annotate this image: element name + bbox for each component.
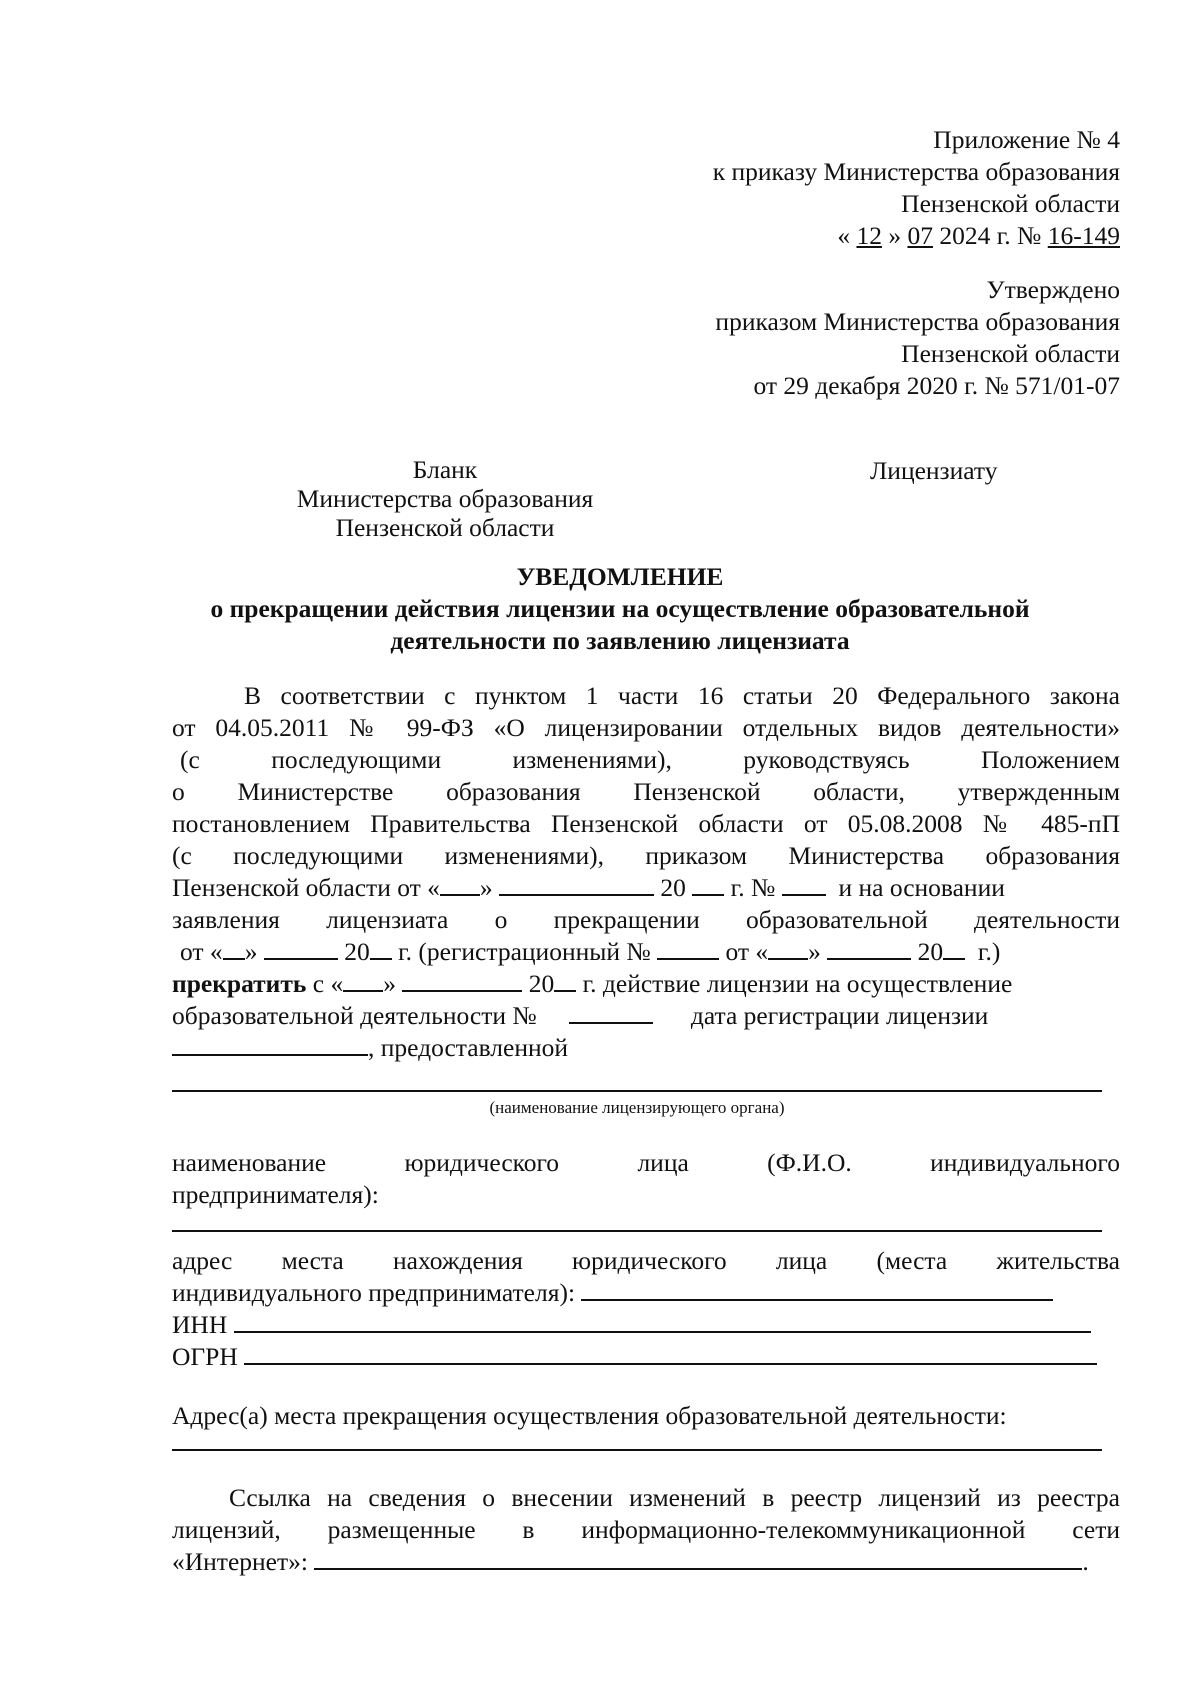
document-title: УВЕДОМЛЕНИЕ	[516, 562, 724, 591]
body-line-1: В соответствии с пунктом 1 части 16 статьи 20 Федерального закона	[244, 681, 1120, 710]
registration-day-blank	[768, 936, 808, 960]
entity-name-field[interactable]	[172, 1230, 1102, 1232]
application-month-blank	[264, 936, 338, 960]
body-line-5: постановлением Правительства Пензенской области от 05.08.2008 № 485-пП	[172, 809, 1120, 838]
registration-date-close: »	[808, 937, 821, 966]
license-number-blank	[569, 1000, 653, 1024]
inn-label: ИНН	[172, 1310, 228, 1339]
address-line-1: адрес места нахождения юридического лица (места жительства	[172, 1246, 1120, 1275]
termination-year-prefix: 20	[528, 969, 555, 998]
blank-line-1: Бланк	[412, 455, 478, 484]
entity-name-line-2: предпринимателя):	[172, 1180, 379, 1209]
body-line-7	[172, 872, 1120, 904]
order-date-prefix: Пензенской области от «	[172, 873, 440, 902]
body-line-9	[180, 936, 1128, 968]
body-line-12	[172, 1032, 1120, 1064]
registration-year-prefix: 20	[917, 937, 944, 966]
licensing-body-caption: (наименование лицензирующего органа)	[489, 1098, 785, 1117]
order-year-prefix: 20	[660, 873, 686, 902]
order-year-blank	[692, 872, 724, 896]
order-date-close: »	[479, 873, 493, 902]
appendix-header	[520, 124, 1120, 252]
body-line-3: (с последующими изменениями), руководствуясь Положением	[180, 745, 1120, 774]
appendix-date-year: 2024 г. №	[932, 221, 1048, 250]
link-line-1: Ссылка на сведения о внесении изменений в реестр лицензий из реестра	[229, 1483, 1120, 1512]
terminate-keyword: прекратить	[172, 969, 307, 998]
licensing-body-field[interactable]	[172, 1090, 1102, 1092]
approved-line-2: приказом Министерства образования	[715, 307, 1120, 336]
appendix-line-3: Пензенской области	[901, 189, 1120, 218]
order-basis: и на основании	[838, 873, 1005, 902]
body-line-10	[172, 968, 1120, 1000]
address-field[interactable]	[581, 1277, 1053, 1301]
termination-month-blank	[402, 968, 522, 992]
approved-line-4: от 29 декабря 2020 г. № 571/01-07	[753, 371, 1120, 400]
registration-date-prefix: от «	[725, 937, 769, 966]
appendix-date-day: 12	[856, 221, 882, 250]
appendix-order-number: 16-149	[1047, 221, 1120, 250]
order-number-blank	[782, 872, 826, 896]
approved-line-3: Пензенской области	[901, 339, 1120, 368]
link-line-2: лицензий, размещенные в информационно-телекоммуникационной сети	[172, 1515, 1120, 1544]
order-month-blank	[499, 872, 654, 896]
appendix-line-2: к приказу Министерства образования	[712, 157, 1120, 186]
license-registration-date-label: дата регистрации лицензии	[690, 1001, 989, 1030]
termination-text: г. действие лицензии на осуществление	[582, 969, 1013, 998]
registration-year-blank	[943, 936, 965, 960]
inn-field[interactable]	[234, 1309, 1091, 1333]
internet-link-field[interactable]	[314, 1546, 1082, 1570]
address-label: индивидуального предпринимателя):	[172, 1278, 576, 1307]
letterhead-blank	[280, 455, 610, 542]
body-line-4: о Министерстве образования Пензенской области, утвержденным	[172, 777, 1120, 806]
termination-date-prefix: с «	[306, 969, 344, 998]
body-line-2: от 04.05.2011 № 99-ФЗ «О лицензировании отдельных видов деятельности»	[172, 713, 1120, 742]
ogrn-field[interactable]	[244, 1341, 1097, 1365]
blank-line-2: Министерства образования	[296, 484, 594, 513]
order-day-blank	[440, 872, 480, 896]
appendix-line-1: Приложение № 4	[933, 125, 1120, 154]
termination-address-label: Адрес(а) места прекращения осуществления образовательной деятельности:	[172, 1401, 1007, 1430]
termination-address-field[interactable]	[172, 1449, 1102, 1451]
addressee: Лицензиату	[870, 456, 998, 485]
application-date-prefix: от «	[180, 937, 223, 966]
termination-day-blank	[343, 968, 383, 992]
application-year-prefix: 20	[344, 937, 370, 966]
application-day-blank	[223, 936, 245, 960]
license-registration-date-blank	[172, 1032, 368, 1056]
registration-label: г. (регистрационный №	[398, 937, 651, 966]
body-line-8: заявления лицензиата о прекращении образовательной деятельности	[172, 905, 1120, 934]
appendix-date-month: 07	[907, 221, 933, 250]
ogrn-row	[172, 1341, 1120, 1373]
application-year-blank	[370, 936, 392, 960]
termination-date-close: »	[383, 969, 396, 998]
appendix-date-line	[520, 220, 1120, 252]
registration-month-blank	[827, 936, 911, 960]
approved-line-1: Утверждено	[986, 275, 1120, 304]
registration-number-blank	[657, 936, 719, 960]
license-number-label: образовательной деятельности №	[172, 1001, 537, 1030]
appendix-date-open: «	[837, 221, 857, 250]
ogrn-label: ОГРН	[172, 1342, 238, 1371]
inn-row	[172, 1309, 1120, 1341]
order-number-label: г. №	[730, 873, 776, 902]
blank-line-3: Пензенской области	[335, 513, 555, 542]
registration-year-suffix: г.)	[977, 937, 1001, 966]
body-line-6: (с последующими изменениями), приказом Министерства образования	[172, 841, 1120, 870]
entity-name-line-1: наименование юридического лица (Ф.И.О. индивидуального	[172, 1148, 1120, 1177]
application-date-close: »	[244, 937, 258, 966]
document-subtitle-2: деятельности по заявлению лицензиата	[390, 626, 850, 655]
address-line-2	[172, 1277, 1120, 1309]
appendix-date-mid: »	[881, 221, 908, 250]
document-subtitle-1: о прекращении действия лицензии на осуществление образовательной	[210, 594, 1030, 623]
link-line-3	[172, 1546, 1120, 1578]
link-end-period: .	[1082, 1547, 1089, 1576]
granted-by-label: , предоставленной	[368, 1033, 569, 1062]
body-line-11	[172, 1000, 1120, 1032]
internet-label: «Интернет»:	[172, 1547, 308, 1576]
approved-block	[520, 274, 1120, 402]
termination-year-blank	[554, 968, 576, 992]
